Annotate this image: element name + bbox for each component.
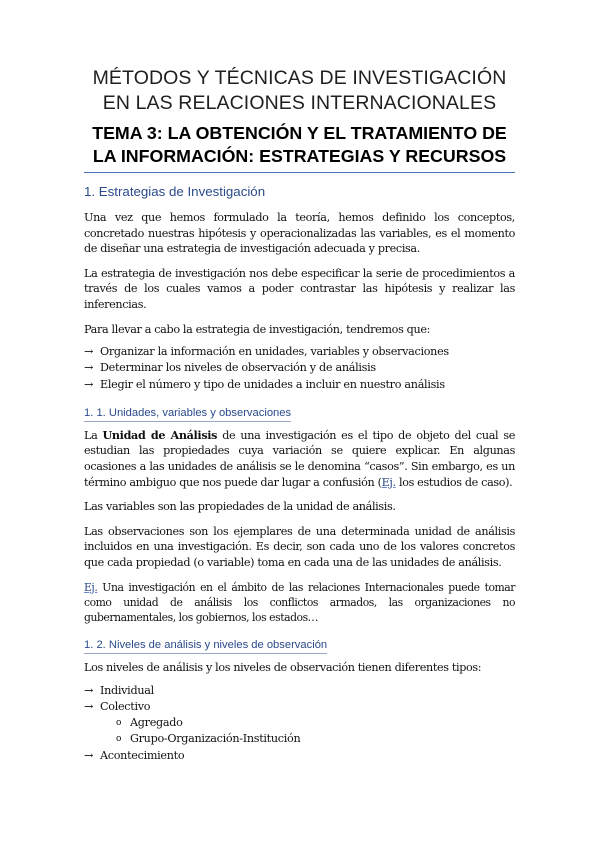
section-1-2-heading: 1. 2. Niveles de análisis y niveles de observación	[84, 638, 327, 654]
list-item-text: Acontecimiento	[100, 748, 185, 762]
collective-sublist	[84, 715, 515, 747]
paragraph-unit-of-analysis	[84, 428, 515, 490]
text-run: de una investigación es el tipo de objeto del cual se estudian las propiedades cuya variación se quiere explicar. En algunas ocasiones a las unidades de análisis se le denomina “casos”. Sin embargo, es un término ambiguo que nos puede dar lugar a confusión (	[84, 428, 515, 489]
paragraph-example	[84, 580, 515, 626]
bold-term: Unidad de Análisis	[102, 427, 218, 442]
topic-title-underline	[84, 172, 515, 173]
levels-list-continued	[84, 748, 515, 764]
arrow-icon: →	[84, 377, 94, 391]
text-run: Una investigación en el ámbito de las relaciones Internacionales puede tomar como unidad de análisis los conflictos armados, las organizaciones no gubernamentales, los gobiernos, los estados…	[84, 580, 515, 624]
section-1-1	[84, 401, 515, 422]
section-1-2	[84, 633, 515, 654]
arrow-icon: →	[84, 345, 94, 359]
paragraph-intro: Una vez que hemos formulado la teoría, hemos definido los conceptos, concretado nuestras hipótesis y operacionalizadas las variables, es el momento de diseñar una estrategia de investigación adecuada y precisa.	[84, 211, 515, 256]
title-line-1: MÉTODOS Y TÉCNICAS DE INVESTIGACIÓN	[92, 67, 507, 89]
list-item	[84, 377, 515, 393]
paragraph-strategy: La estrategia de investigación nos debe especificar la serie de procedimientos a través de los cuales vamos a poder contrastar las hipótesis y realizar las inferencias.	[84, 266, 515, 311]
list-item	[84, 683, 515, 699]
list-item	[84, 360, 515, 376]
list-item-text: Individual	[100, 683, 154, 697]
list-item-text: Elegir el número y tipo de unidades a incluir en nuestro análisis	[100, 377, 445, 391]
paragraph-observations: Las observaciones son los ejemplares de una determinada unidad de análisis incluidos en una investigación. Es decir, son cada uno de los valores concretos que cada propiedad (o variable) toma en cada una de las unidades de análisis.	[84, 524, 515, 569]
list-item-text: Colectivo	[100, 699, 151, 713]
paragraph-levels-intro: Los niveles de análisis y los niveles de observación tienen diferentes tipos:	[84, 661, 482, 675]
document-title	[84, 66, 515, 116]
list-item-text: Determinar los niveles de observación y de análisis	[100, 361, 376, 375]
text-run: La	[84, 428, 103, 442]
circle-bullet-icon: o	[116, 718, 122, 729]
list-item-text: Grupo-Organización-Institución	[130, 732, 301, 746]
steps-list	[84, 344, 515, 393]
list-item	[116, 715, 515, 731]
arrow-icon: →	[84, 699, 94, 713]
list-item	[84, 699, 515, 715]
arrow-icon: →	[84, 683, 94, 697]
levels-list	[84, 683, 515, 715]
paragraph-steps-intro: Para llevar a cabo la estrategia de investigación, tendremos que:	[84, 322, 431, 336]
example-marker: Ej.	[84, 580, 98, 594]
arrow-icon: →	[84, 748, 94, 762]
circle-bullet-icon: o	[116, 734, 122, 745]
list-item	[116, 731, 515, 747]
list-item	[84, 344, 515, 360]
title-line-2: EN LAS RELACIONES INTERNACIONALES	[102, 92, 497, 114]
topic-title-line-1: TEMA 3: LA OBTENCIÓN Y EL TRATAMIENTO DE	[92, 123, 507, 143]
example-marker: Ej.	[381, 475, 396, 489]
text-run: los estudios de caso).	[395, 475, 513, 489]
arrow-icon: →	[84, 361, 94, 375]
section-1-heading: 1. Estrategias de Investigación	[84, 184, 266, 199]
topic-title-line-2: LA INFORMACIÓN: ESTRATEGIAS Y RECURSOS	[92, 146, 507, 166]
list-item-text: Organizar la información en unidades, variables y observaciones	[100, 345, 449, 359]
paragraph-variables: Las variables son las propiedades de la unidad de análisis.	[84, 500, 396, 514]
topic-title	[84, 122, 515, 168]
list-item	[84, 748, 515, 764]
section-1-1-heading: 1. 1. Unidades, variables y observaciones	[84, 406, 291, 422]
list-item-text: Agregado	[130, 716, 183, 730]
